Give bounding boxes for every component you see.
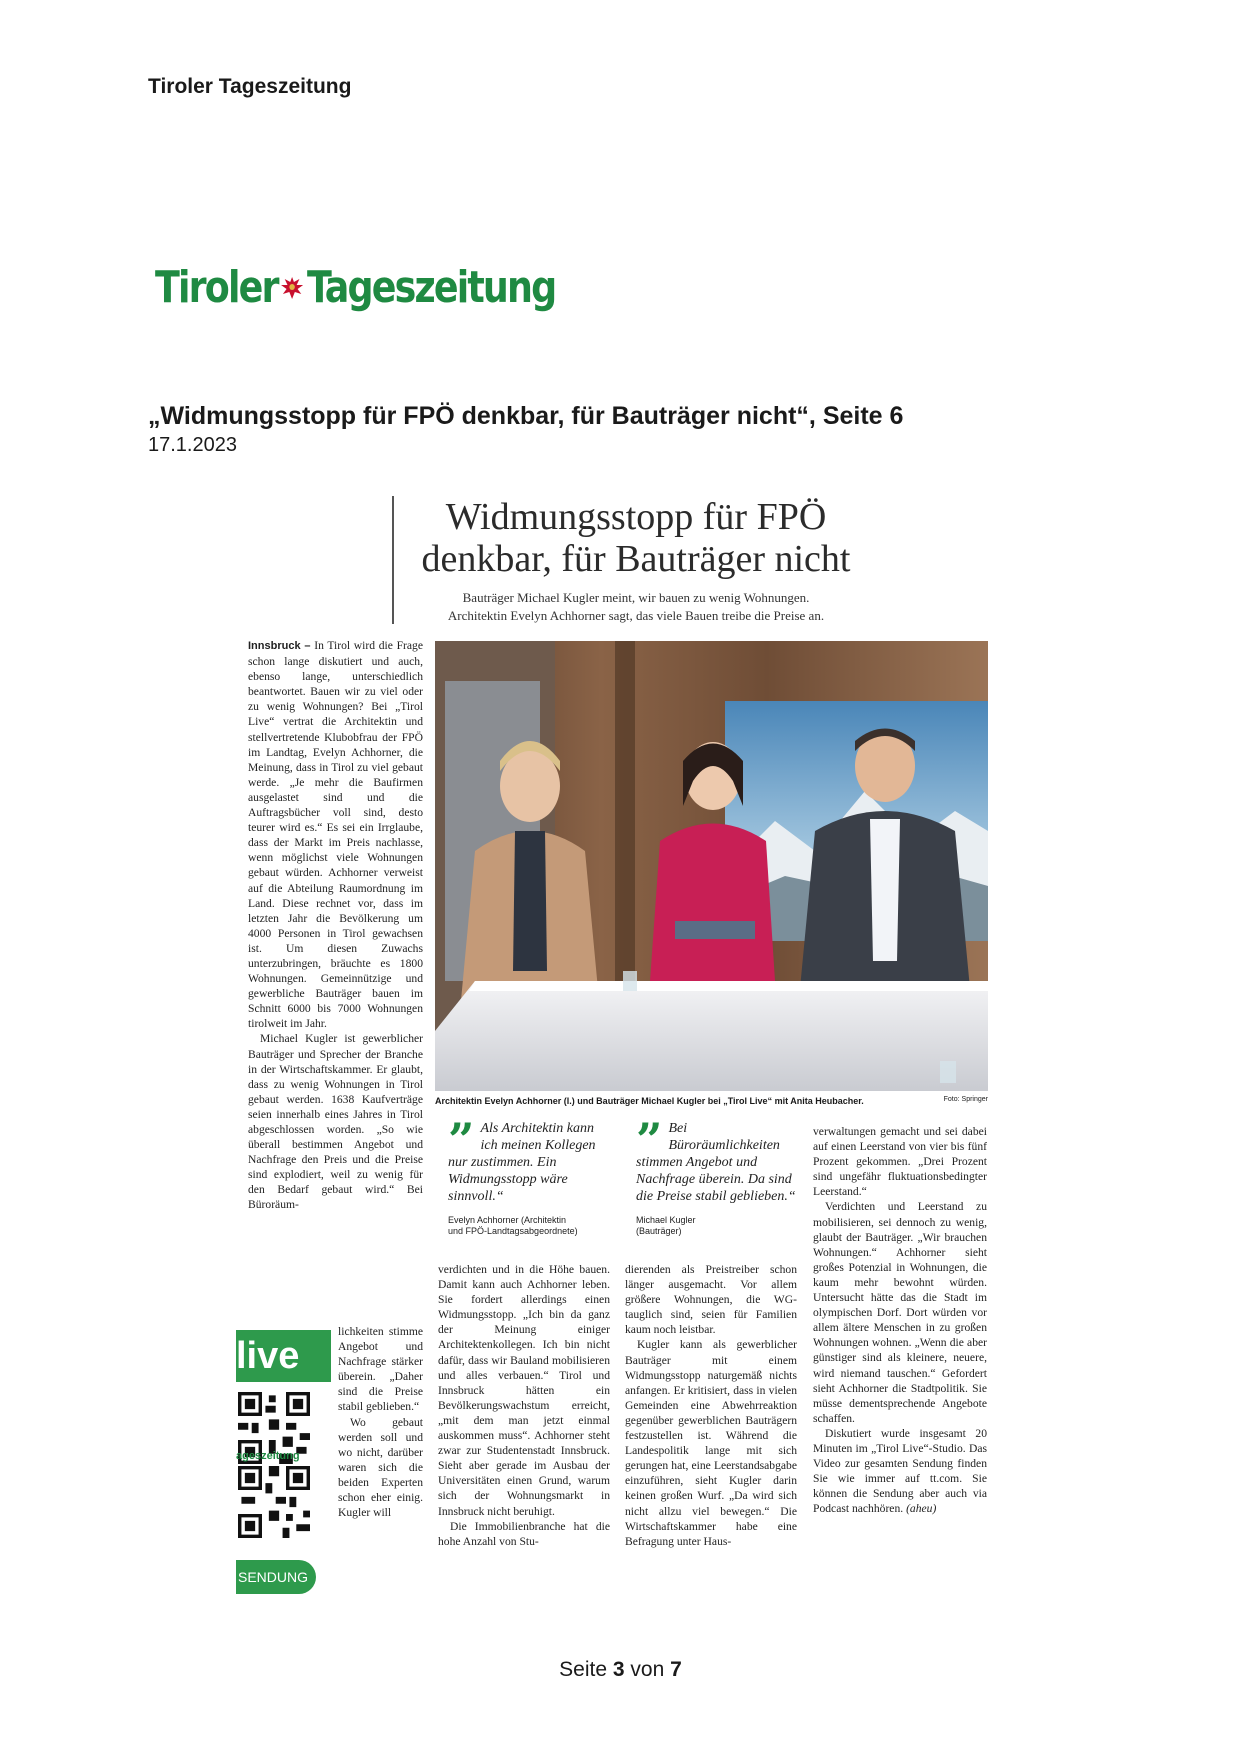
studio-photo-illustration [435, 641, 988, 1091]
article-lead [396, 589, 876, 625]
paragraph: verwaltungen gemacht und sei dabei auf einen Leerstand von vier bis fünf Prozent gekommen. „Drei Prozent sind ungefähr fluktuationsbedingter Leerstand.“ [813, 1125, 987, 1199]
logo-text-right: Tageszeitung [307, 262, 556, 313]
article-column-1-continued [338, 1324, 423, 1520]
newspaper-logo [155, 262, 556, 318]
paragraph: Michael Kugler ist gewerblicher Bauträger und Sprecher der Branche in der Wirtschaftskammer. Er glaubt, dass zu wenig Wohnungen in Tirol gebaut werden. 1638 Kaufverträge seien innerhalb eines Jahres in Tirol abgeschlossen worden. „So wie überall bestimmen Angebot und Nachfrage den Preis und die Preise sind explodiert, weil zu wenig für den Bedarf gebaut wird.“ Bei Büroräum- [248, 1032, 423, 1212]
article-column-4 [813, 1124, 987, 1516]
photo-credit: Foto: Springer [943, 1096, 988, 1103]
quote-mark-icon: ” [448, 1113, 475, 1167]
article-title-line: denkbar, für Bauträger nicht [421, 538, 851, 580]
article-column-1 [248, 638, 423, 1213]
qr-code-icon[interactable] [238, 1466, 310, 1538]
quote-text: Als Architektin kann ich meinen Kollegen nur zustimmen. Ein Widmungsstopp wäre sinnvoll.“ [448, 1121, 596, 1204]
article-column-2 [438, 1262, 610, 1549]
page-number-separator: von [630, 1658, 665, 1681]
quote-source [448, 1215, 608, 1237]
article-lead-line: Architektin Evelyn Achhorner sagt, das viele Bauen treibe die Preise an. [447, 608, 825, 623]
photo-caption [435, 1096, 988, 1106]
article-lead-line: Bauträger Michael Kugler meint, wir bauen zu wenig Wohnungen. [462, 590, 810, 605]
dateline: Innsbruck – [248, 640, 311, 652]
watch-episode-button[interactable]: SENDUNG [236, 1560, 316, 1594]
page-number-prefix: Seite [559, 1658, 608, 1681]
quote-source-line: (Bauträger) [636, 1226, 682, 1236]
paragraph: dierenden als Preistreiber schon länger ausgemacht. Vor allem größere Wohnungen, die WG-tauglich sind, seien für Familien kaum noch leistbar. [625, 1263, 797, 1337]
paragraph: Wo gebaut werden soll und wo nicht, darüber waren sich die beiden Experten schon eher einig. Kugler will [338, 1415, 423, 1520]
source-label: Tiroler Tageszeitung [148, 75, 352, 98]
promo-live-label: live [236, 1330, 331, 1382]
eagle-icon [279, 274, 305, 302]
quote-source-line: Michael Kugler [636, 1215, 696, 1225]
paragraph: verdichten und in die Höhe bauen. Damit kann auch Achhorner leben. Sie fordert allerdings einen Widmungsstopp. „Ich bin da ganz der Meinung einiger Architektenkollegen. Ich bin nicht dafür, dass wir Bauland mobilisieren und alles verbauen.“ Tirol und Innsbruck hätten ein Bevölkerungswachstum erreicht, „mit dem man jetzt einmal auskommen muss“. Achhorner steht zwar zur Studentenstadt Innsbruck. Sieht aber gerade im Ausbau der Universitäten einen Grund, warum sich der Wohnungsmarkt in Innsbruck nicht beruhigt. [438, 1263, 610, 1518]
logo-text-left: Tiroler [155, 262, 278, 313]
document-date: 17.1.2023 [148, 434, 237, 456]
quote-text: Bei Büroräumlichkeiten stimmen Angebot und Nachfrage überein. Da sind die Preise stabil geblieben.“ [636, 1121, 796, 1204]
page-current: 3 [612, 1658, 625, 1681]
quote-source-line: und FPÖ-Landtagsabgeordnete) [448, 1226, 578, 1236]
paragraph: lichkeiten stimme Angebot und Nachfrage stärker überein. „Daher sind die Preise stabil geblieben.“ [338, 1325, 423, 1414]
document-headline: „Widmungsstopp für FPÖ denkbar, für Bauträger nicht“, Seite 6 [148, 402, 904, 430]
article-photo [435, 641, 988, 1091]
article-title-line: Widmungsstopp für FPÖ [445, 496, 827, 538]
paragraph: Verdichten und Leerstand zu mobilisieren, sei dennoch zu wenig, glaubt der Bauträger. „Wir brauchen Wohnungen.“ Achhorner sieht großes Potenzial in Wohnungen, die kaum mehr bewohnt würden. Untersucht hätte das die Stadt im olympischen Dorf. Dort würden vor allem ältere Menschen in zu großen Wohnungen wohnen. „Wenn die aber günstiger sind als kleinere, neuere, wird niemand tauschen.“ Gefordert sieht Achhorner die Stadtpolitik. Sie müsse dementsprechende Angebote schaffen. [813, 1200, 987, 1425]
article-column-3 [625, 1262, 797, 1549]
page-number [0, 1658, 1241, 1682]
quote-source [636, 1215, 796, 1237]
page-total: 7 [670, 1658, 682, 1681]
pull-quote-kugler [636, 1113, 796, 1237]
title-rule [392, 496, 394, 624]
promo-newspaper-label: ageszeitung [236, 1450, 300, 1462]
paragraph: In Tirol wird die Frage schon lange diskutiert und auch, ebenso lange, unterschiedlich beantwortet. Bauen wir zu viel oder zu wenig Wohnungen? Bei „Tirol Live“ vertrat die Architektin und stellvertretende Klubobfrau der FPÖ im Landtag, Evelyn Achhorner, die Meinung, dass in Tirol zu viel gebaut werde. „Je mehr die Baufirmen ausgelastet sind und die Auftragsbücher voll sind, desto teurer wird es.“ Es sei ein Irrglaube, dass der Markt im Preis nachlasse, wenn möglichst viele Wohnungen gebaut würden. Achhorner verweist auf die Abteilung Raumordnung im Land. Diese rechnet vor, dass im letzten Jahr die Bevölkerung um 4000 Personen in Tirol gewachsen ist. Um diesen Zuwachs unterzubringen, bräuchte es 1800 Wohnungen. Gemeinnützige und gewerbliche Bauträger bauen im Schnitt 6000 bis 7000 Wohnungen tirolweit im Jahr. [248, 639, 423, 1031]
paragraph: Die Immobilienbranche hat die hohe Anzahl von Stu- [438, 1519, 610, 1548]
pull-quote-achhorner [448, 1113, 608, 1237]
article-title [396, 496, 876, 580]
quote-source-line: Evelyn Achhorner (Architektin [448, 1215, 567, 1225]
quote-mark-icon: ” [636, 1113, 663, 1167]
author-signature: (aheu) [906, 1502, 937, 1516]
paragraph: Diskutiert wurde insgesamt 20 Minuten im „Tirol Live“-Studio. Das Video zur gesamten Sendung finden Sie wie immer auf tt.com. Sie können die Sendung aber auch via Podcast nachhören. [813, 1426, 987, 1516]
paragraph: Kugler kann als gewerblicher Bauträger mit einem Widmungsstopp naturgemäß nichts anfangen. Er kritisiert, dass in vielen Gemeinden eine Abwehrreaktion gegenüber gewerblichen Bauträgern festzustellen ist. Während die Landespolitik lange mit sich gerungen hat, eine Leerstandsabgabe einzuführen, sieht Kugler darin keinen großen Wurf. „Da wird sich nicht allzu viel bewegen.“ Die Wirtschaftskammer habe eine Befragung unter Haus- [625, 1338, 797, 1548]
caption-text: Architektin Evelyn Achhorner (l.) und Bauträger Michael Kugler bei „Tirol Live“ mit Anita Heubacher. [435, 1096, 864, 1106]
